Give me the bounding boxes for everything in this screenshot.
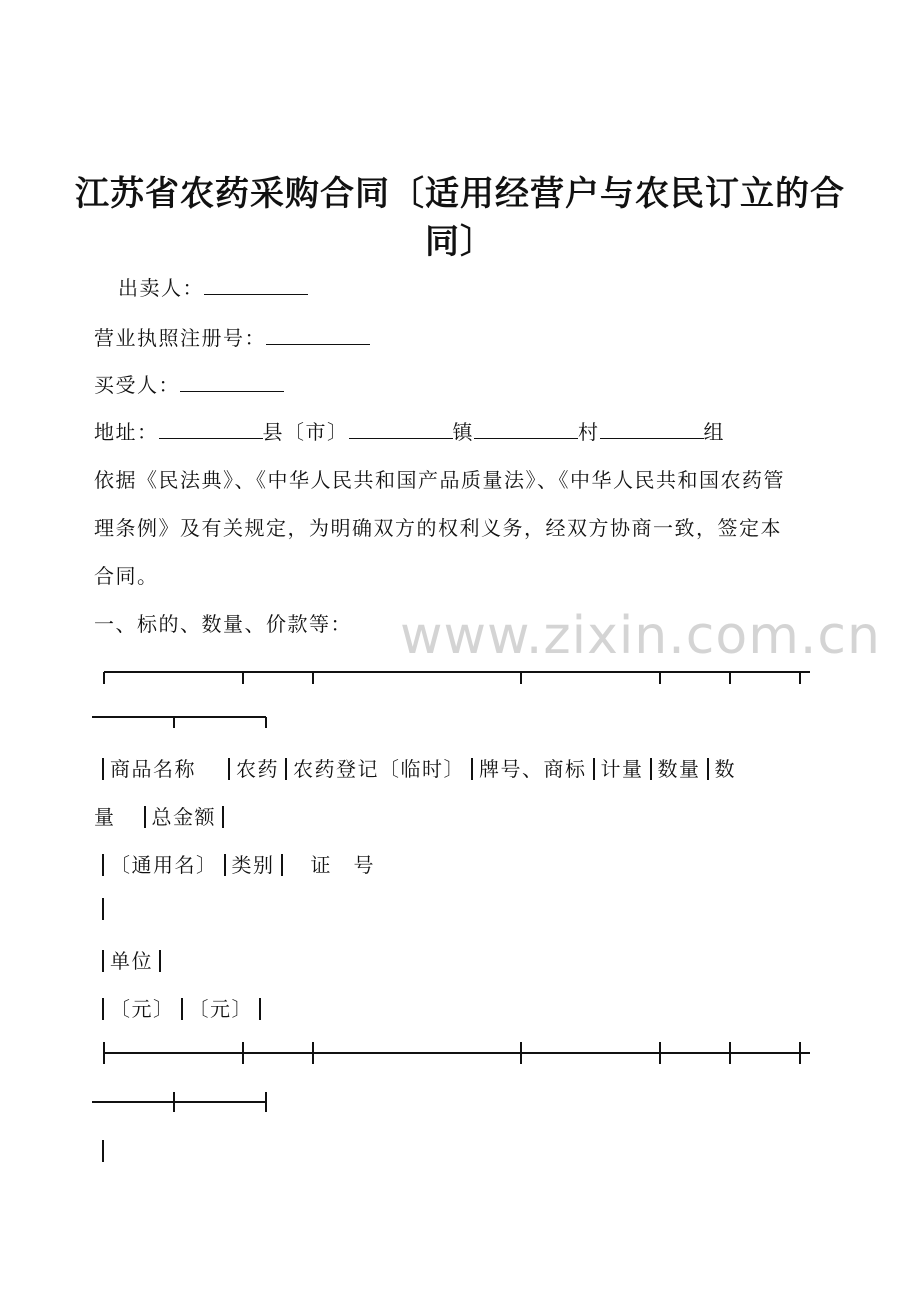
header-price-b: 量 bbox=[94, 805, 116, 829]
table-top-rule bbox=[0, 662, 920, 732]
header-brand: 牌号、商标 bbox=[479, 757, 587, 781]
header-registration: 农药登记〔临时〕 bbox=[293, 757, 465, 781]
table-middle-rule bbox=[0, 1040, 920, 1120]
license-field bbox=[94, 322, 370, 351]
table-bar-row bbox=[96, 897, 110, 921]
county-blank[interactable] bbox=[159, 420, 263, 439]
header-category: 类别 bbox=[231, 853, 275, 877]
header-total: 总金额 bbox=[151, 805, 216, 829]
address-label: 地址： bbox=[94, 420, 159, 444]
intro-line-1: 依据《民法典》、《中华人民共和国产品质量法》、《中华人民共和国农药管 bbox=[94, 468, 785, 492]
header-product-name: 商品名称 bbox=[110, 757, 196, 781]
header-unit: 单位 bbox=[110, 949, 153, 973]
seller-label: 出卖人： bbox=[118, 276, 204, 300]
town-label: 镇 bbox=[452, 420, 474, 444]
table-header-row-3 bbox=[96, 849, 375, 878]
town-blank[interactable] bbox=[349, 420, 453, 439]
license-label: 营业执照注册号： bbox=[94, 326, 266, 350]
county-label: 县〔市〕 bbox=[262, 420, 349, 444]
header-yuan-1: 〔元〕 bbox=[110, 997, 175, 1021]
watermark: www.zixin.com.cn bbox=[400, 606, 881, 666]
header-yuan-2: 〔元〕 bbox=[188, 997, 253, 1021]
header-cert-no: 证 号 bbox=[310, 853, 375, 877]
seller-blank[interactable] bbox=[204, 276, 308, 295]
village-label: 村 bbox=[578, 420, 600, 444]
header-pesticide: 农药 bbox=[236, 757, 279, 781]
table-header-row-2 bbox=[94, 801, 230, 830]
buyer-blank[interactable] bbox=[180, 373, 284, 392]
intro-line-3: 合同。 bbox=[94, 564, 159, 588]
document-title-line-1: 江苏省农药采购合同〔适用经营户与农民订立的合 bbox=[75, 174, 845, 214]
group-label: 组 bbox=[703, 420, 725, 444]
intro-line-2: 理条例》及有关规定，为明确双方的权利义务，经双方协商一致，签定本 bbox=[94, 516, 782, 540]
table-header-row-5 bbox=[96, 993, 267, 1022]
table-header-row-4 bbox=[96, 945, 167, 974]
table-body-bar bbox=[96, 1139, 110, 1163]
header-price-a: 数 bbox=[714, 757, 736, 781]
buyer-label: 买受人： bbox=[94, 373, 180, 397]
seller-field bbox=[118, 272, 308, 301]
document-title-line-2: 同〕 bbox=[425, 222, 495, 262]
village-blank[interactable] bbox=[474, 420, 578, 439]
header-quantity: 数量 bbox=[657, 757, 701, 781]
group-blank[interactable] bbox=[600, 420, 704, 439]
header-measure: 计量 bbox=[600, 757, 644, 781]
table-header-row-1 bbox=[96, 753, 736, 782]
license-blank[interactable] bbox=[266, 326, 370, 345]
header-generic-name: 〔通用名〕 bbox=[110, 853, 218, 877]
buyer-field bbox=[94, 369, 284, 398]
section-1-heading: 一、标的、数量、价款等： bbox=[94, 612, 352, 636]
address-field bbox=[94, 416, 725, 445]
